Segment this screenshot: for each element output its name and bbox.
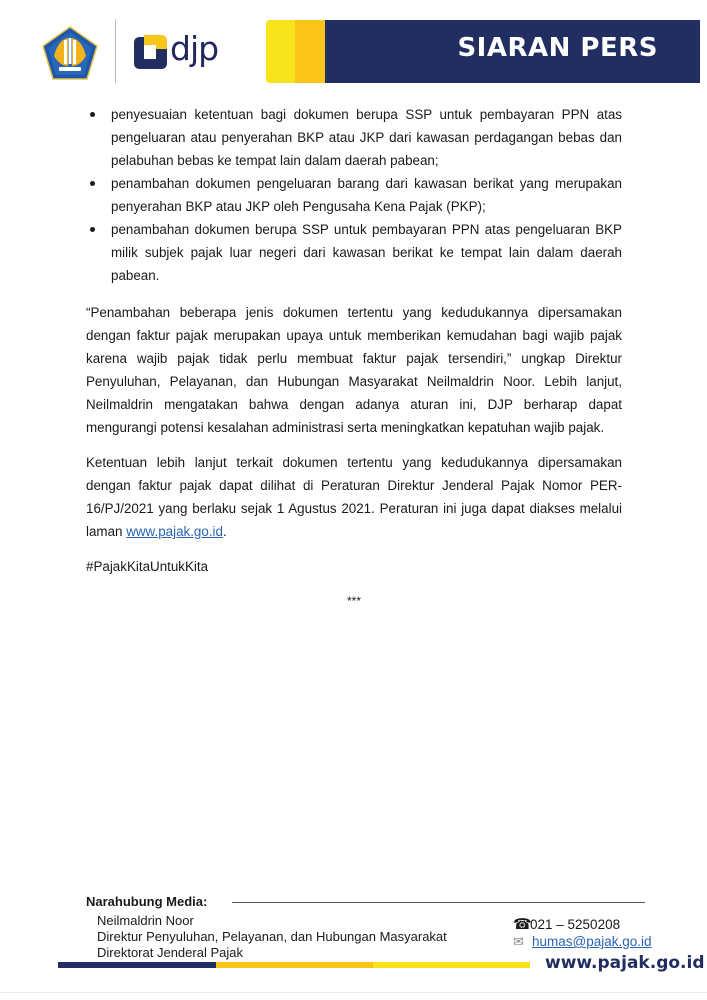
contact-divider: [232, 902, 645, 903]
phone-row: [513, 916, 652, 933]
djp-logo-icon: [134, 35, 167, 69]
contact-title: Direktur Penyuluhan, Pelayanan, dan Hubungan Masyarakat: [97, 929, 447, 944]
footer-website: www.pajak.go.id: [545, 953, 705, 973]
phone-icon: ☎: [513, 915, 532, 933]
bullet-text: penyesuaian ketentuan bagi dokumen berupa SSP untuk pembayaran PPN atas pengeluaran atau penyerahan BKP atau JKP dari kawasan perdagangan bebas dan pelabuhan bebas ke tempat lain dalam daerah pabean;: [111, 107, 622, 168]
bullet-icon: [90, 112, 95, 117]
contact-channels: [513, 916, 652, 950]
banner-orange-stripe: [295, 20, 325, 83]
section-separator: ***: [346, 594, 361, 608]
regulation-end: .: [222, 524, 227, 539]
contact-name: Neilmaldrin Noor: [97, 913, 194, 928]
email-link[interactable]: humas@pajak.go.id: [532, 934, 652, 949]
footer-navy-stripe: [58, 962, 216, 968]
footer-color-bar: [58, 962, 530, 968]
contact-label: Narahubung Media:: [86, 894, 208, 909]
press-release-banner: [266, 20, 700, 83]
regulation-text: Ketentuan lebih lanjut terkait dokumen tertentu yang kedudukannya dipersamakan dengan faktur pajak dapat dilihat di Peraturan Direktur Jenderal Pajak Nomor PER-16/PJ/2021 yang berlaku sejak 1 Agustus 2021. Peraturan ini juga dapat diakses melalui laman: [86, 455, 622, 539]
quote-paragraph: “Penambahan beberapa jenis dokumen tertentu yang kedudukannya dipersamakan dengan faktur pajak merupakan upaya untuk memberikan kemudahan bagi wajib pajak karena wajib pajak tidak perlu membuat faktur pajak tersendiri,” ungkap Direktur Penyuluhan, Pelayanan, dan Hubungan Masyarakat Neilmaldrin Noor. Lebih lanjut, Neilmaldrin mengatakan bahwa dengan adanya aturan ini, DJP berharap dapat mengurangi potensi kesalahan administrasi serta meningkatkan kepatuhan wajib pajak.: [86, 305, 622, 435]
bullet-item: [86, 103, 622, 172]
regulation-paragraph: [86, 451, 622, 543]
bullet-text: penambahan dokumen pengeluaran barang dari kawasan berikat yang merupakan penyerahan BKP atau JKP oleh Pengusaha Kena Pajak (PKP);: [111, 176, 622, 214]
bullet-item: [86, 218, 622, 287]
press-release-body: [86, 103, 622, 613]
pajak-website-link[interactable]: www.pajak.go.id: [126, 524, 223, 539]
footer-orange-stripe: [216, 962, 373, 968]
hashtag: #PajakKitaUntukKita: [86, 559, 209, 574]
bullet-item: [86, 172, 622, 218]
bullet-list: [86, 103, 622, 287]
phone-number: 021 – 5250208: [530, 917, 621, 932]
bullet-text: penambahan dokumen berupa SSP untuk pembayaran PPN atas pengeluaran BKP milik subjek pajak luar negeri dari kawasan berikat ke tempat lain dalam daerah pabean.: [111, 222, 622, 283]
banner-yellow-stripe: [266, 20, 295, 83]
header-divider: [115, 19, 116, 83]
kemenkeu-emblem-icon: [42, 26, 98, 80]
banner-navy-block: [325, 20, 700, 83]
page-bottom-rule: [0, 992, 707, 993]
email-row: [513, 933, 652, 950]
banner-title: SIARAN PERS: [457, 33, 658, 63]
footer-yellow-stripe: [373, 962, 530, 968]
djp-logo-text: djp: [170, 29, 219, 68]
mail-icon: ✉: [513, 934, 524, 949]
bullet-icon: [90, 227, 95, 232]
contact-details: [97, 913, 447, 961]
contact-org: Direktorat Jenderal Pajak: [97, 945, 243, 960]
bullet-icon: [90, 181, 95, 186]
djp-logo: [134, 29, 219, 71]
